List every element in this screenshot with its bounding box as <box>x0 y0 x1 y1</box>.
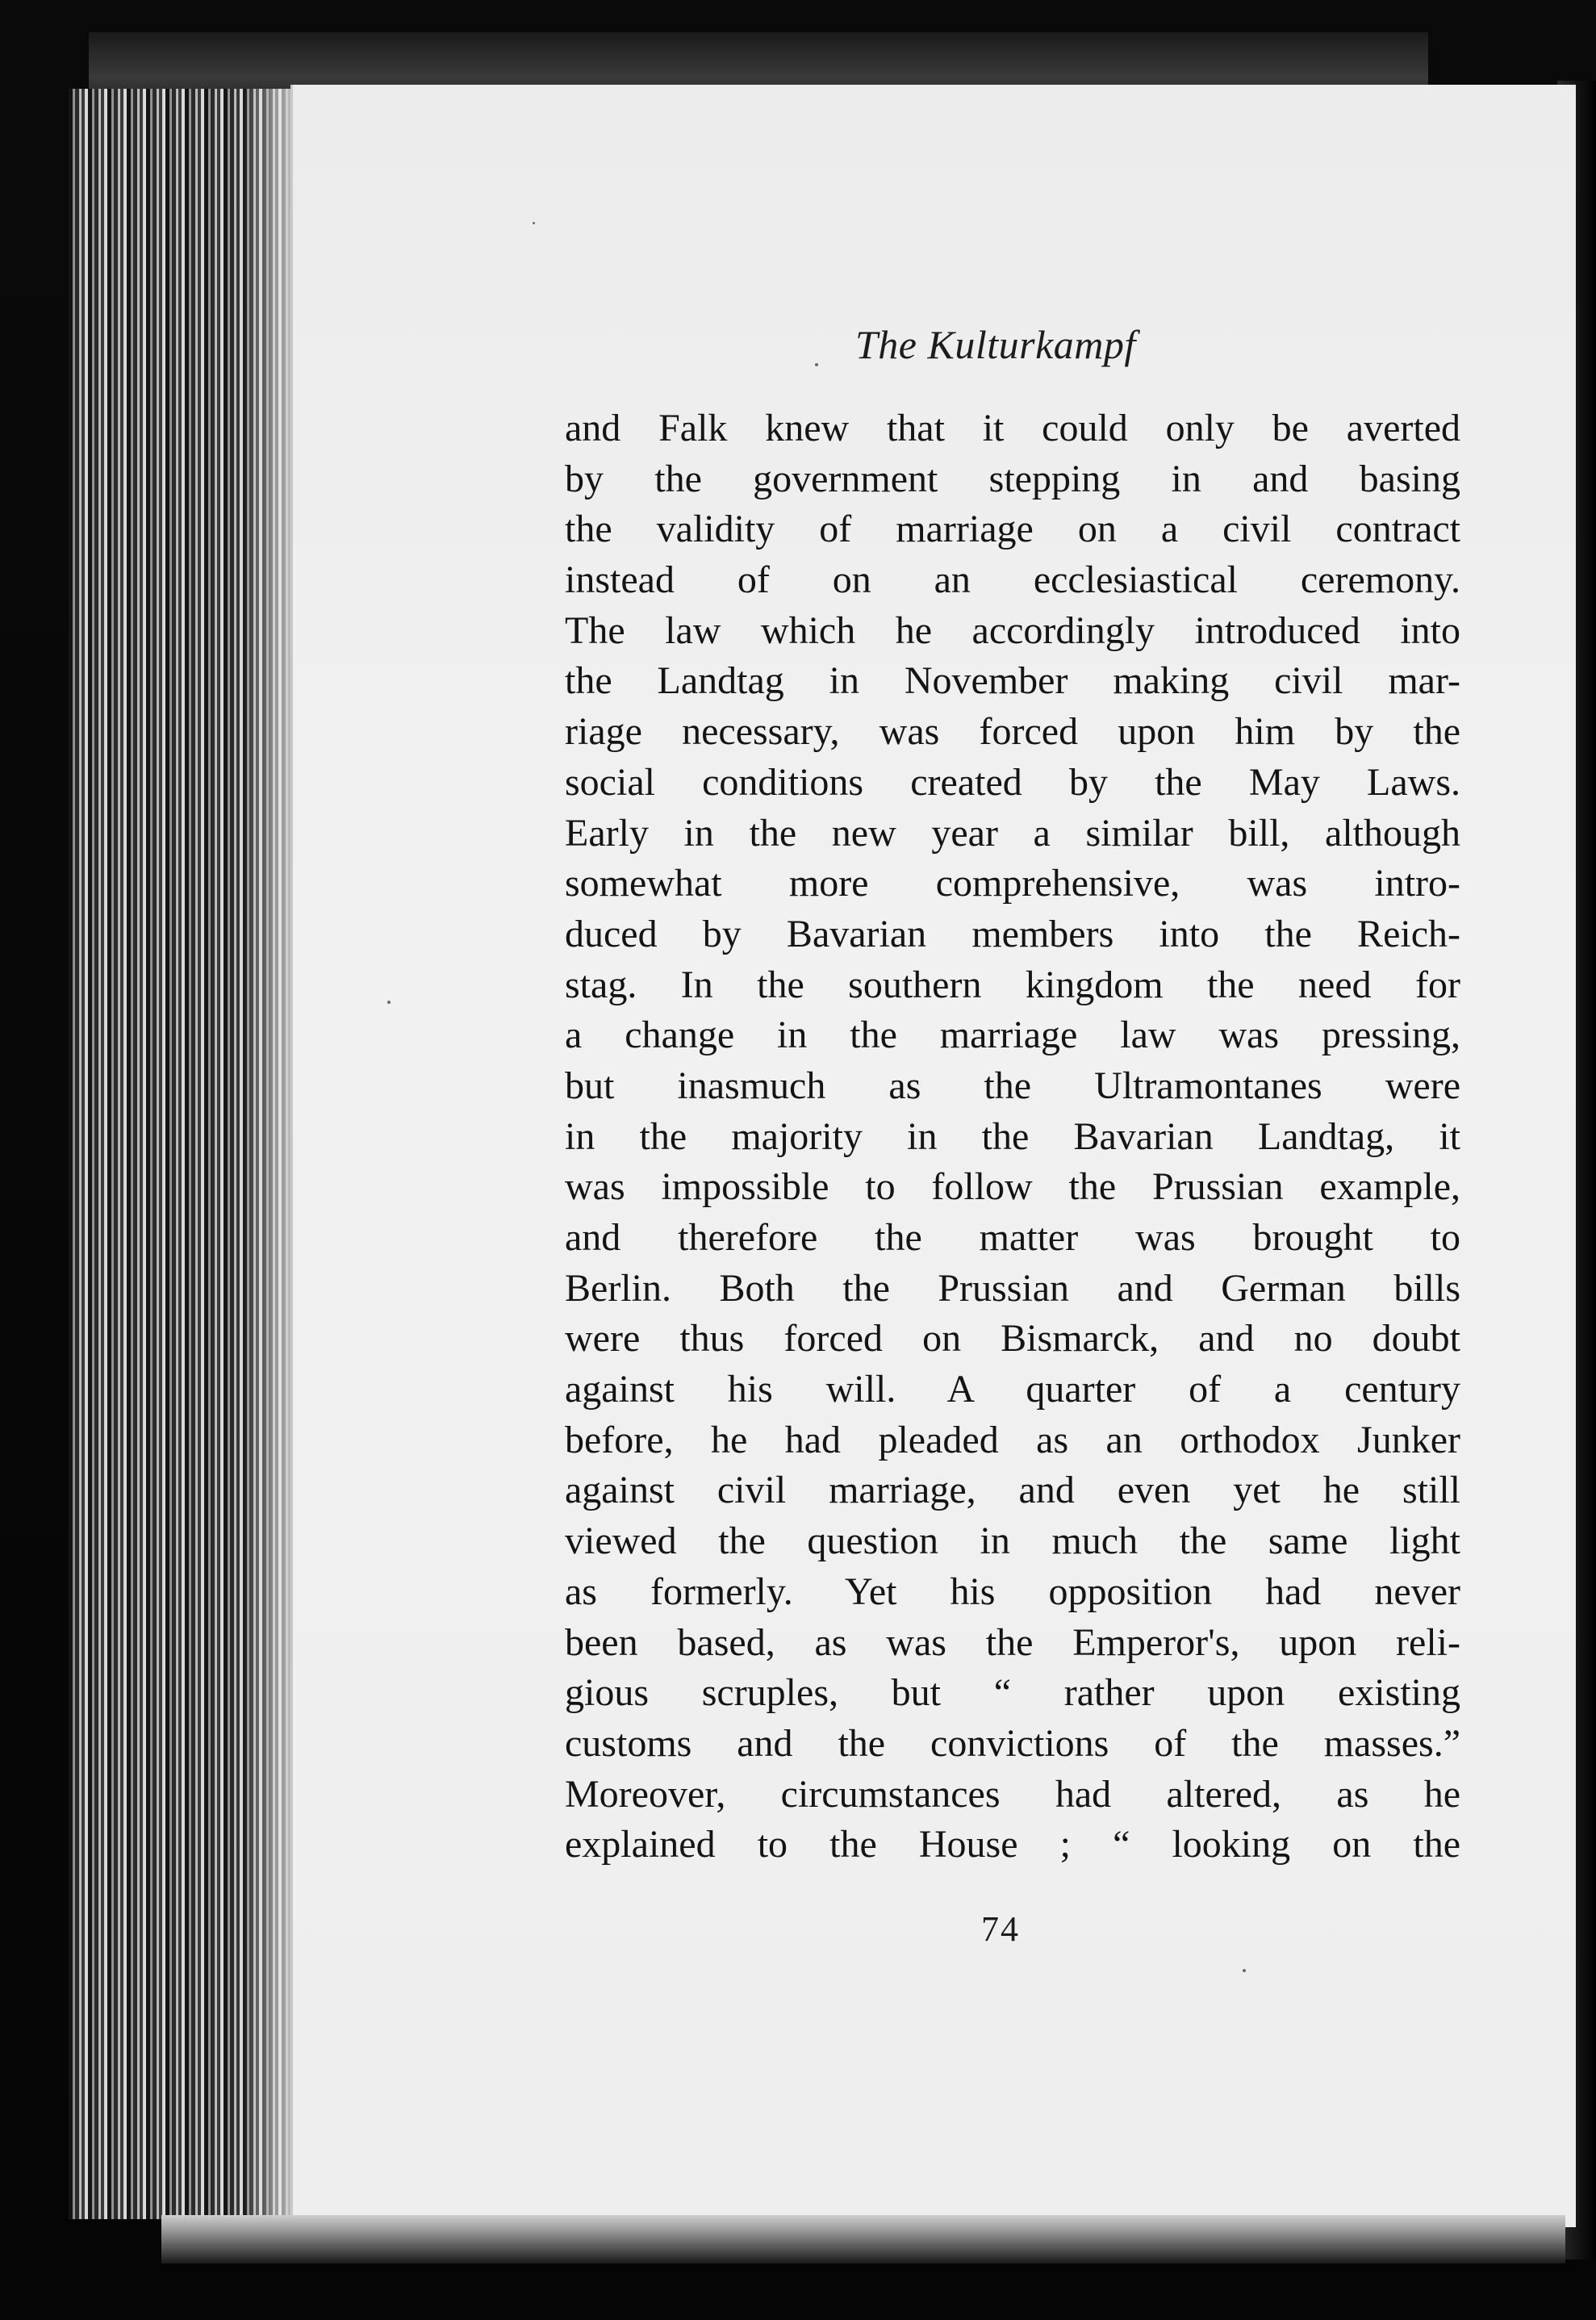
text-line: duced by Bavarian members into the Reich- <box>565 912 1460 955</box>
text-line: against civil marriage, and even yet he still <box>565 1469 1460 1512</box>
running-head: The Kulturkampf <box>855 322 1136 367</box>
text-line: gious scruples, but “ rather upon existing <box>565 1671 1460 1715</box>
text-line: and Falk knew that it could only be averted <box>565 407 1460 449</box>
text-line: was impossible to follow the Prussian example, <box>565 1165 1460 1209</box>
page-number: 74 <box>981 1909 1020 1949</box>
scan-speck <box>533 222 535 224</box>
text-line: instead of on an ecclesiastical ceremony. <box>565 558 1460 602</box>
text-line: social conditions created by the May Laws. <box>565 760 1460 804</box>
text-line: a change in the marriage law was pressing, <box>565 1014 1460 1057</box>
text-line: been based, as was the Emperor's, upon reli- <box>565 1620 1460 1664</box>
text-line: Berlin. Both the Prussian and German bills <box>565 1266 1460 1310</box>
text-line: somewhat more comprehensive, was intro- <box>565 862 1460 905</box>
scan-speck <box>1243 1969 1246 1972</box>
text-line: stag. In the southern kingdom the need for <box>565 963 1460 1006</box>
text-line: explained to the House ; “ looking on the <box>565 1823 1460 1866</box>
text-line: before, he had pleaded as an orthodox Junker <box>565 1418 1460 1461</box>
text-line: Moreover, circumstances had altered, as he <box>565 1772 1460 1816</box>
text-line: riage necessary, was forced upon him by the <box>565 710 1460 754</box>
body-text <box>565 403 1460 1871</box>
text-line: viewed the question in much the same light <box>565 1519 1460 1563</box>
scan-speck <box>387 1001 391 1004</box>
scan-speck <box>815 363 818 366</box>
text-line: against his will. A quarter of a century <box>565 1368 1460 1411</box>
text-line: but inasmuch as the Ultramontanes were <box>565 1064 1460 1107</box>
text-line: The law which he accordingly introduced into <box>565 608 1460 652</box>
text-line: customs and the convictions of the masses.” <box>565 1721 1460 1765</box>
text-line: by the government stepping in and basing <box>565 457 1460 500</box>
book-bottom-edge <box>161 2215 1565 2264</box>
text-line: Early in the new year a similar bill, although <box>565 811 1460 855</box>
text-line: and therefore the matter was brought to <box>565 1216 1460 1259</box>
text-line: in the majority in the Bavarian Landtag, it <box>565 1114 1460 1158</box>
text-line: the validity of marriage on a civil contract <box>565 508 1460 551</box>
text-line: the Landtag in November making civil mar- <box>565 659 1460 703</box>
text-line: as formerly. Yet his opposition had never <box>565 1570 1460 1613</box>
text-line: were thus forced on Bismarck, and no doubt <box>565 1317 1460 1361</box>
